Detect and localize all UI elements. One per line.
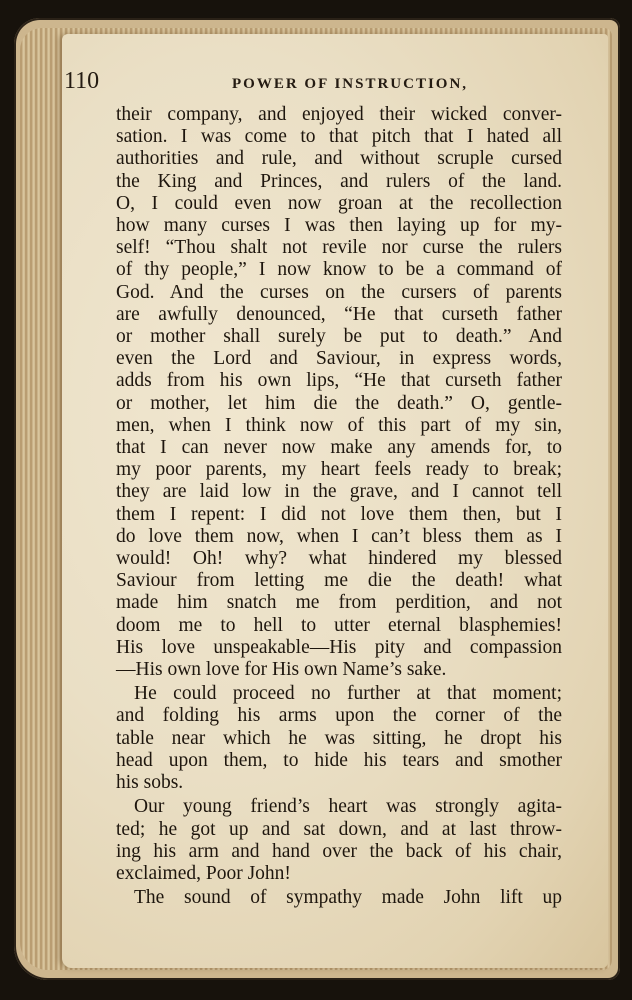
text-line: are awfully denounced, “He that curseth father (116, 303, 562, 325)
text-line: The sound of sympathy made John lift up (134, 887, 562, 909)
text-line: or mother shall surely be put to death.” And (116, 326, 562, 348)
text-line: made him snatch me from perdition, and not (116, 592, 562, 614)
text-line: ted; he got up and sat down, and at last throw- (116, 818, 562, 840)
paragraph (116, 887, 562, 909)
text-line: their company, and enjoyed their wicked conver- (116, 104, 562, 125)
text-line: head upon them, to hide his tears and smother (116, 749, 562, 771)
paragraph (116, 796, 562, 885)
text-line: adds from his own lips, “He that curseth father (116, 370, 562, 392)
text-line: his sobs. (116, 772, 184, 794)
running-head: POWER OF INSTRUCTION, (232, 76, 469, 92)
text-line: or mother, let him die the death.” O, gentle- (116, 392, 562, 414)
text-line: do love them now, when I can’t bless them as I (116, 525, 562, 547)
text-line: that I can never now make any amends for, to (116, 437, 562, 459)
text-line: exclaimed, Poor John! (116, 862, 291, 884)
text-line: table near which he was sitting, he dropt his (116, 727, 562, 749)
text-line: —His own love for His own Name’s sake. (116, 659, 447, 681)
text-line: O, I could even now groan at the recollection (116, 192, 562, 214)
text-line: the King and Princes, and rulers of the land. (116, 170, 562, 192)
text-line: self! “Thou shalt not revile nor curse the rulers (116, 237, 562, 259)
body-text (116, 104, 562, 909)
text-line: sation. I was come to that pitch that I hated all (116, 126, 562, 148)
text-line: Our young friend’s heart was strongly agita- (134, 796, 562, 818)
paragraph (116, 683, 562, 794)
text-line: would! Oh! why? what hindered my blessed (116, 548, 562, 570)
page-number: 110 (64, 68, 100, 94)
text-line: my poor parents, my heart feels ready to break; (116, 459, 562, 481)
text-line: His love unspeakable—His pity and compassion (116, 636, 562, 658)
text-line: of thy people,” I now know to be a command of (116, 259, 562, 281)
text-line: ing his arm and hand over the back of his chair, (116, 840, 562, 862)
text-line: men, when I think now of this part of my sin, (116, 414, 562, 436)
text-line: how many curses I was then laying up for my- (116, 215, 562, 237)
text-line: He could proceed no further at that moment; (134, 683, 562, 705)
paragraph (116, 104, 562, 681)
text-line: God. And the curses on the cursers of parents (116, 281, 562, 303)
text-line: them I repent: I did not love them then, but I (116, 503, 562, 525)
text-line: they are laid low in the grave, and I cannot tell (116, 481, 562, 503)
text-line: Saviour from letting me die the death! what (116, 570, 562, 592)
text-line: and folding his arms upon the corner of the (116, 705, 562, 727)
text-line: authorities and rule, and without scruple cursed (116, 148, 562, 170)
text-line: doom me to hell to utter eternal blasphemies! (116, 614, 562, 636)
text-line: even the Lord and Saviour, in express words, (116, 348, 562, 370)
